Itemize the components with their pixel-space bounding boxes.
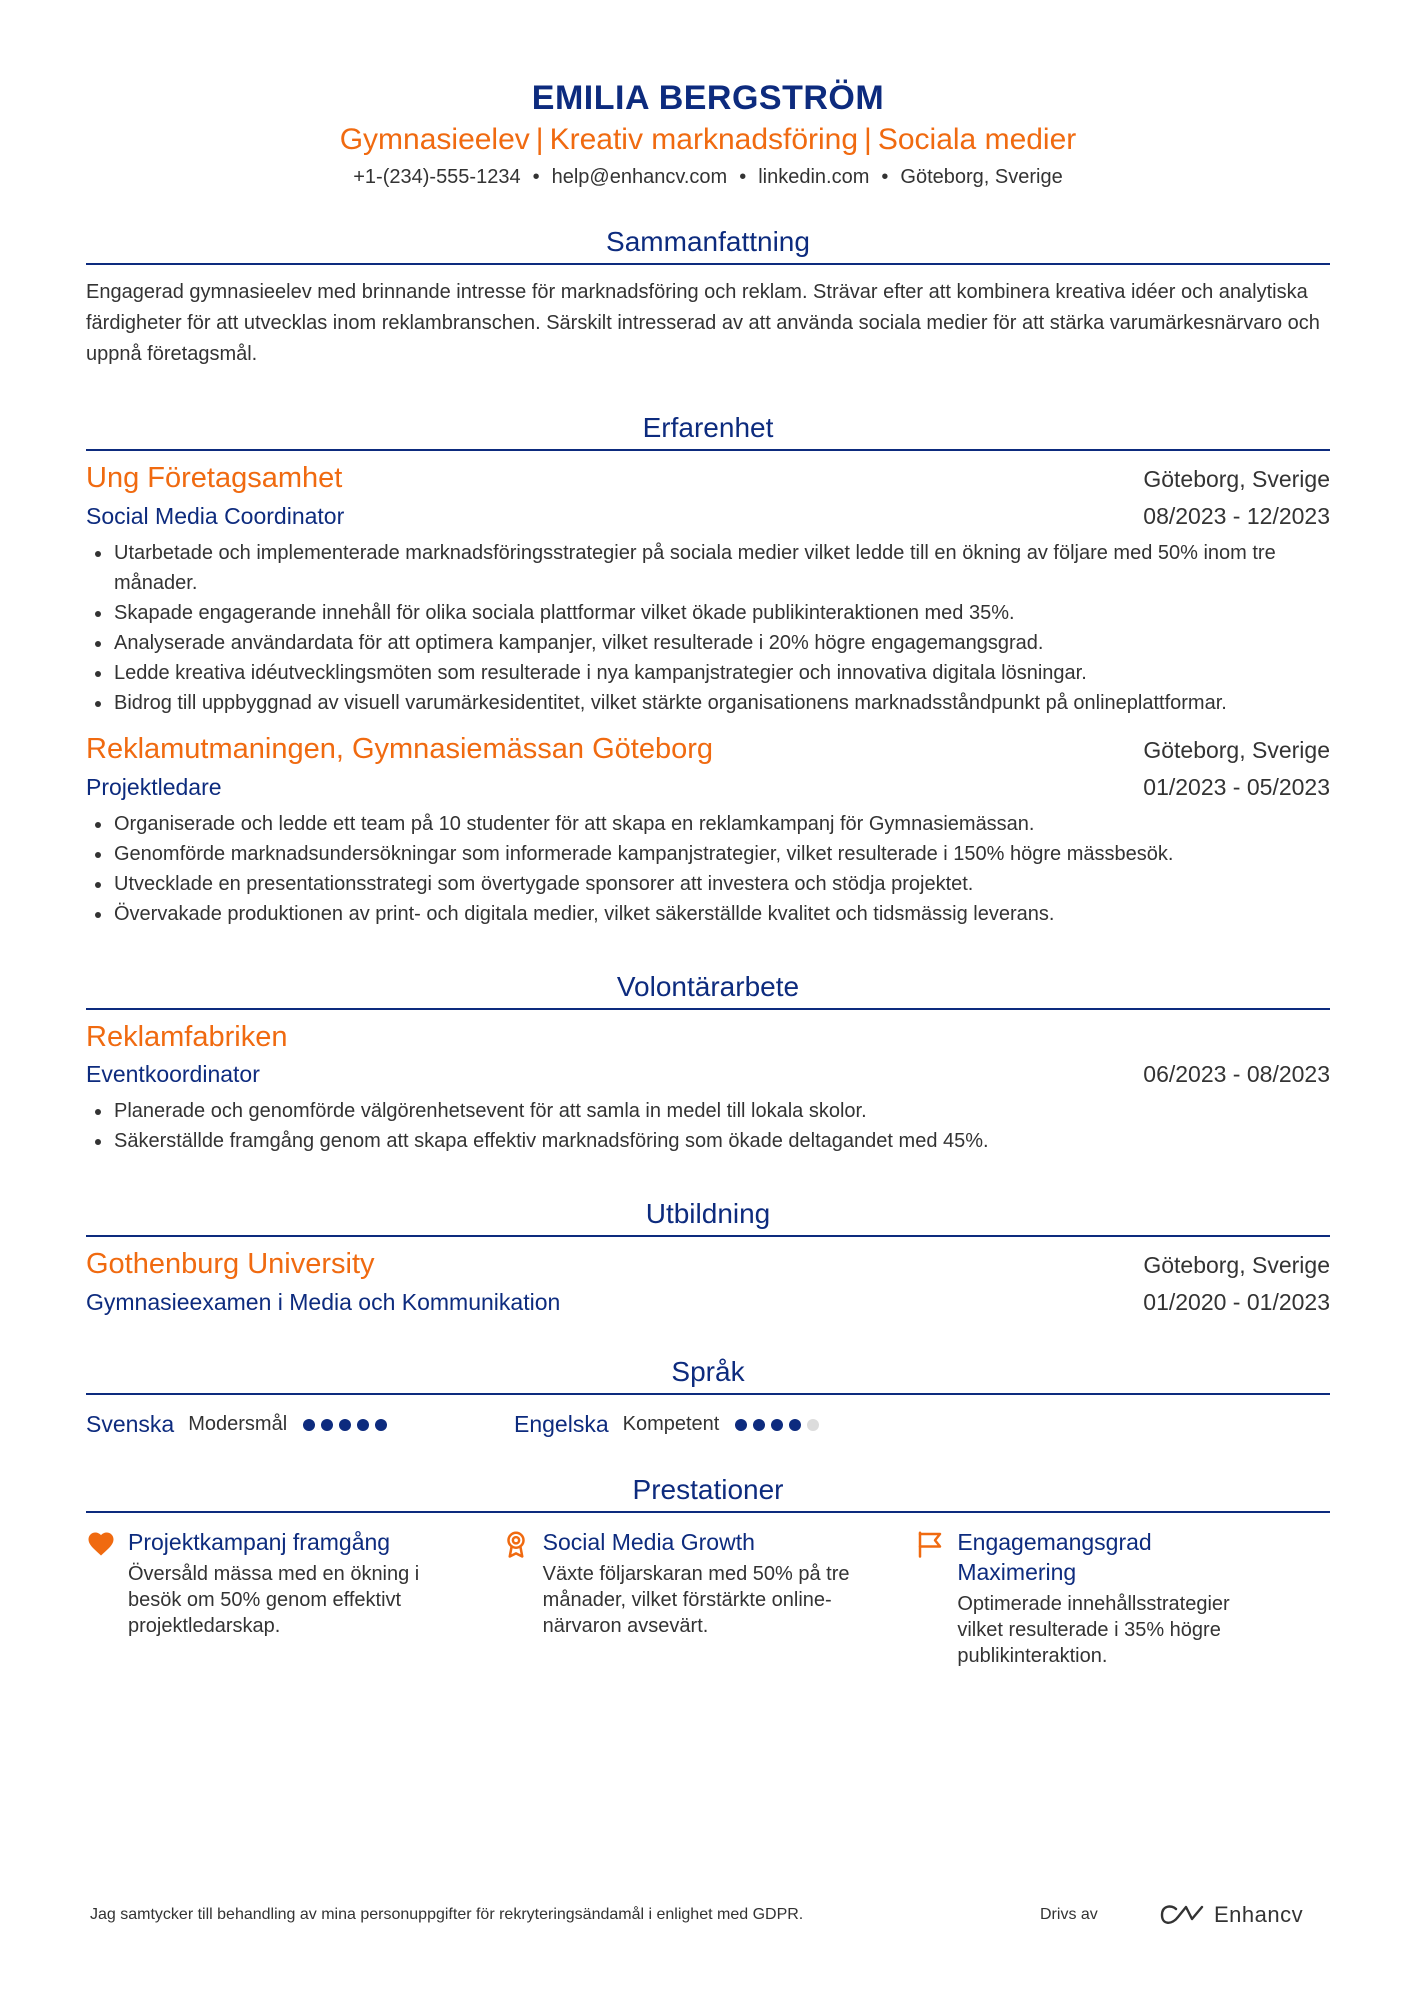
phone[interactable]: +1-(234)-555-1234 <box>353 166 521 188</box>
entry-location: Göteborg, Sverige <box>1143 737 1330 763</box>
summary-text: Engagerad gymnasieelev med brinnande intresse för marknadsföring och reklam. Strävar efter att kombinera kreativa idéer och analytiska färdigheter för att utvecklas inom reklambranschen. Särskilt intresserad av att använda sociala medier för att stärka varumärkesnärvaro och uppnå företagsmål. <box>86 281 1320 365</box>
entry-dates: 01/2020 - 01/2023 <box>1143 1289 1330 1315</box>
bullet-item: Bidrog till uppbyggnad av visuell varumärkesidentitet, vilket stärkte organisationens marknadsståndpunkt på onlineplattformar. <box>86 688 1330 718</box>
rating-dot-filled <box>321 1419 333 1431</box>
entry-organization: Reklamutmaningen, Gymnasiemässan Göteborg <box>86 733 714 765</box>
entry-bullets <box>86 1096 1330 1156</box>
section-title-education: Utbildning <box>645 1198 771 1229</box>
section-title-achievements: Prestationer <box>632 1474 784 1505</box>
language-rating <box>735 1419 825 1431</box>
bullet-item: Organiserade och ledde ett team på 10 studenter för att skapa en reklamkampanj för Gymnasiemässan. <box>86 809 1330 839</box>
rating-dot-filled <box>753 1419 765 1431</box>
language-level: Modersmål <box>188 1413 288 1435</box>
entry-location: Göteborg, Sverige <box>1143 466 1330 492</box>
experience-entry <box>86 730 1330 929</box>
resume-header <box>86 0 1330 192</box>
location: Göteborg, Sverige <box>900 166 1063 188</box>
tagline-separator: | <box>864 123 872 156</box>
achievement-title: Social Media Growth <box>542 1529 755 1555</box>
entry-dates: 01/2023 - 05/2023 <box>1143 774 1330 800</box>
language-item <box>514 1411 942 1438</box>
contact-info <box>86 162 1330 192</box>
tagline-item: Gymnasieelev <box>339 123 530 156</box>
bullet-item: Ledde kreativa idéutvecklingsmöten som resulterade i nya kampanjstrategier och innovativa digitala lösningar. <box>86 658 1330 688</box>
rating-dot-filled <box>357 1419 369 1431</box>
bullet-item: Analyserade användardata för att optimera kampanjer, vilket resulterade i 20% högre engagemangsgrad. <box>86 628 1330 658</box>
contact-separator: • <box>532 166 540 188</box>
email[interactable]: help@enhancv.com <box>551 166 728 188</box>
linkedin-link[interactable]: linkedin.com <box>758 166 870 188</box>
section-divider <box>86 1008 1330 1010</box>
entry-dates: 06/2023 - 08/2023 <box>1143 1061 1330 1087</box>
language-name: Svenska <box>86 1411 175 1437</box>
language-item <box>86 1411 514 1438</box>
bullet-item: Utvecklade en presentationsstrategi som övertygade sponsorer att investera och stödja projektet. <box>86 869 1330 899</box>
section-title-volunteer: Volontärarbete <box>616 971 800 1002</box>
rating-dot-filled <box>735 1419 747 1431</box>
candidate-name: EMILIA BERGSTRÖM <box>531 79 885 117</box>
resume-page <box>86 0 1330 1669</box>
bullet-item: Säkerställde framgång genom att skapa effektiv marknadsföring som ökade deltagandet med 45%. <box>86 1126 1330 1156</box>
achievement-description: Växte följarskaran med 50% på tre månader, vilket förstärkte online-närvaron avsevärt. <box>542 1563 850 1637</box>
education-section <box>86 1196 1330 1320</box>
rating-dot-filled <box>303 1419 315 1431</box>
languages-section <box>86 1354 1330 1438</box>
entry-role: Projektledare <box>86 774 222 800</box>
bullet-item: Utarbetade och implementerade marknadsföringsstrategier på sociala medier vilket ledde till en ökning av följare med 50% inom tre månader. <box>86 538 1330 598</box>
volunteer-entry <box>86 1018 1330 1156</box>
entry-bullets <box>86 538 1330 718</box>
achievement-item <box>86 1527 501 1669</box>
entry-dates: 08/2023 - 12/2023 <box>1143 503 1330 529</box>
education-entry <box>86 1245 1330 1320</box>
section-title-summary: Sammanfattning <box>606 226 810 257</box>
gdpr-consent-text: Jag samtycker till behandling av mina personuppgifter för rekryteringsändamål i enlighet med GDPR. <box>90 1906 804 1923</box>
achievement-description: Översåld mässa med en ökning i besök om 50% genom effektivt projektledarskap. <box>128 1563 420 1637</box>
entry-bullets <box>86 809 1330 929</box>
achievement-item <box>501 1527 916 1669</box>
section-divider <box>86 1235 1330 1237</box>
section-divider <box>86 263 1330 265</box>
language-name: Engelska <box>514 1411 609 1437</box>
tagline-separator: | <box>535 123 544 156</box>
experience-entry <box>86 459 1330 718</box>
tagline-item: Sociala medier <box>877 123 1077 156</box>
section-title-experience: Erfarenhet <box>642 412 774 443</box>
achievement-title: Projektkampanj framgång <box>128 1529 391 1555</box>
enhancv-brand-text: Enhancv <box>1214 1902 1304 1927</box>
enhancv-logo-icon <box>1158 1903 1206 1927</box>
entry-organization: Reklamfabriken <box>86 1021 288 1053</box>
entry-role: Social Media Coordinator <box>86 503 345 529</box>
language-rating <box>303 1419 393 1431</box>
tagline-item: Kreativ marknadsföring <box>549 123 859 156</box>
section-divider <box>86 449 1330 451</box>
section-divider <box>86 1393 1330 1395</box>
achievement-title: Engagemangsgrad Maximering <box>957 1529 1152 1585</box>
bullet-item: Skapade engagerande innehåll för olika sociala plattformar vilket ökade publikinteraktionen med 35%. <box>86 598 1330 628</box>
volunteer-section <box>86 969 1330 1156</box>
entry-location: Göteborg, Sverige <box>1143 1252 1330 1278</box>
entry-organization: Gothenburg University <box>86 1248 375 1280</box>
bullet-item: Övervakade produktionen av print- och digitala medier, vilket säkerställde kvalitet och tidsmässig leverans. <box>86 899 1330 929</box>
enhancv-logo[interactable] <box>1158 1900 1303 1930</box>
language-level: Kompetent <box>622 1413 720 1435</box>
rating-dot-filled <box>339 1419 351 1431</box>
bullet-item: Genomförde marknadsundersökningar som informerade kampanjstrategier, vilket resulterade i 150% högre mässbesök. <box>86 839 1330 869</box>
tagline <box>86 120 1330 160</box>
rating-dot-filled <box>375 1419 387 1431</box>
achievement-description: Optimerade innehållsstrategier vilket resulterade i 35% högre publikinteraktion. <box>957 1593 1230 1667</box>
rating-dot-filled <box>771 1419 783 1431</box>
section-divider <box>86 1511 1330 1513</box>
experience-section <box>86 410 1330 929</box>
section-title-languages: Språk <box>671 1356 745 1387</box>
rating-dot-empty <box>807 1419 819 1431</box>
bullet-item: Planerade och genomförde välgörenhetsevent för att samla in medel till lokala skolor. <box>86 1096 1330 1126</box>
achievement-item <box>915 1527 1330 1669</box>
heart-icon <box>86 1529 116 1559</box>
entry-organization: Ung Företagsamhet <box>86 462 343 494</box>
entry-degree: Gymnasieexamen i Media och Kommunikation <box>86 1289 561 1315</box>
award-icon <box>501 1529 531 1559</box>
powered-by-label: Drivs av <box>1040 1906 1098 1923</box>
resume-footer <box>90 1900 1320 1930</box>
contact-separator: • <box>739 166 747 188</box>
flag-icon <box>915 1529 945 1559</box>
contact-separator: • <box>881 166 889 188</box>
summary-section <box>86 224 1330 370</box>
rating-dot-filled <box>789 1419 801 1431</box>
achievements-section <box>86 1472 1330 1669</box>
entry-role: Eventkoordinator <box>86 1061 260 1087</box>
